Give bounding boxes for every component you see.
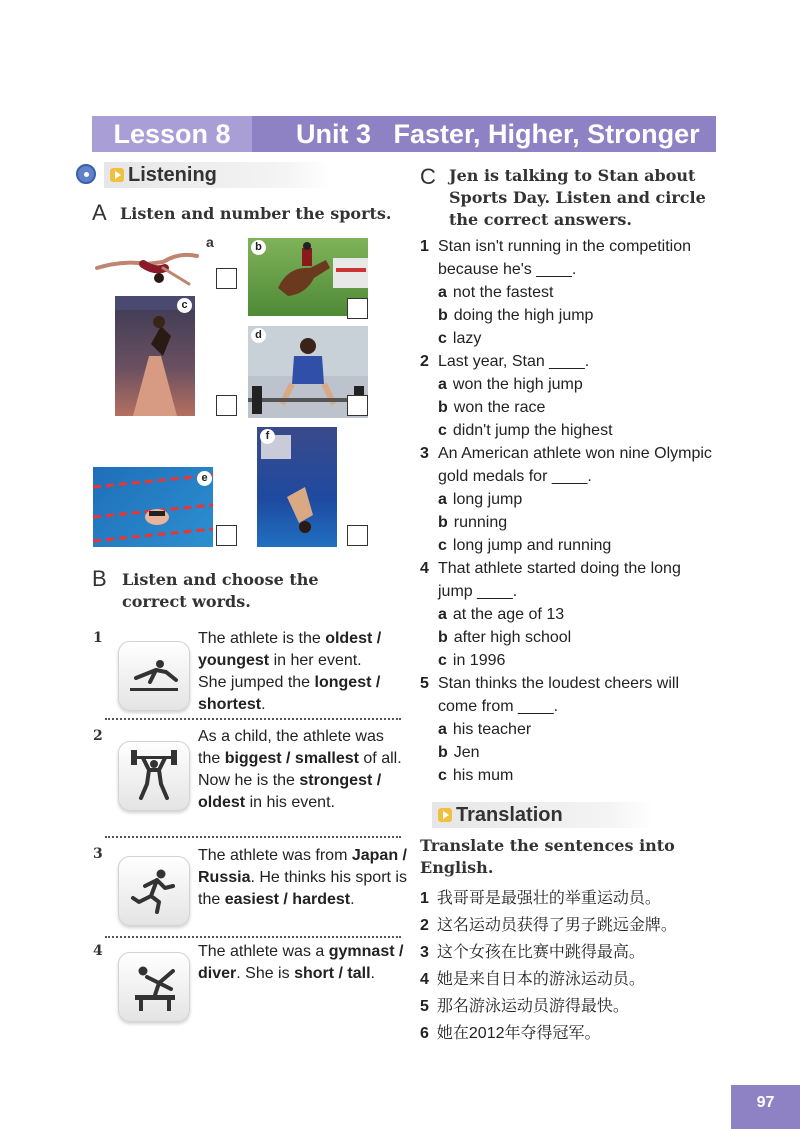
- answer-box-b[interactable]: [347, 298, 368, 319]
- part-b-letter: B: [92, 566, 107, 591]
- part-c-instruction-line-2: Sports Day. Listen and circle: [449, 188, 706, 207]
- answer-box-e[interactable]: [216, 525, 237, 546]
- answer-box-f[interactable]: [347, 525, 368, 546]
- translation-number: 3: [420, 944, 429, 961]
- part-a-letter: A: [92, 200, 107, 225]
- option-text: doing the high jump: [453, 307, 594, 324]
- photo-e-swimming: [93, 467, 213, 547]
- part-a-instruction: Listen and number the sports.: [120, 204, 392, 223]
- option-5b[interactable]: [438, 741, 480, 764]
- b-item-1-line-3: She jumped the longest /: [198, 674, 381, 691]
- option-text: long jump: [452, 491, 523, 508]
- divider: [105, 836, 401, 838]
- b-item-2-line-1: As a child, the athlete was: [198, 728, 384, 745]
- b-item-4-text: [198, 941, 403, 985]
- translation-item-2: [420, 912, 677, 939]
- b-item-2-number: 2: [93, 728, 103, 744]
- photo-f-label: f: [260, 429, 275, 444]
- option-text: his mum: [452, 767, 514, 784]
- b-item-3-text: [198, 845, 407, 911]
- option-letter: c: [438, 422, 447, 439]
- option-2c[interactable]: [438, 419, 613, 442]
- option-text: running: [453, 514, 508, 531]
- b-item-1-line-1: The athlete is the oldest /: [198, 630, 382, 647]
- photo-b-label: b: [251, 240, 266, 255]
- audio-cd-icon: [76, 164, 96, 184]
- translation-sentence: 这个女孩在比赛中跳得最高。: [436, 944, 645, 961]
- play-triangle-icon: [438, 808, 452, 822]
- option-3a[interactable]: [438, 488, 522, 511]
- photo-c-label: c: [177, 298, 192, 313]
- b-item-3-line-3: the easiest / hardest.: [198, 891, 355, 908]
- option-text: at the age of 13: [452, 606, 565, 623]
- answer-box-a[interactable]: [216, 268, 237, 289]
- b-item-2-line-2: the biggest / smallest of all.: [198, 750, 402, 767]
- option-text: won the high jump: [452, 376, 583, 393]
- option-3c[interactable]: [438, 534, 611, 557]
- question-number: 1: [420, 238, 429, 255]
- question-number: 2: [420, 353, 429, 370]
- option-text: didn't jump the highest: [452, 422, 613, 439]
- divider: [105, 936, 401, 938]
- b-item-1-line-2: youngest in her event.: [198, 652, 362, 669]
- option-letter: b: [438, 629, 448, 646]
- option-letter: a: [438, 376, 447, 393]
- b-item-1-line-4: shortest.: [198, 696, 266, 713]
- translation-sentence: 那名游泳运动员游得最快。: [436, 998, 629, 1015]
- option-letter: a: [438, 284, 447, 301]
- unit-title: Unit 3 Faster, Higher, Stronger: [296, 118, 700, 149]
- b-item-4-line-1: The athlete was a gymnast /: [198, 943, 404, 960]
- translation-item-1: [420, 885, 661, 912]
- translation-number: 2: [420, 917, 429, 934]
- option-2a[interactable]: [438, 373, 583, 396]
- option-4c[interactable]: [438, 649, 505, 672]
- option-letter: a: [438, 606, 447, 623]
- b-item-1-text: [198, 628, 381, 716]
- b-item-4-line-2: diver. She is short / tall.: [198, 965, 375, 982]
- option-1c[interactable]: [438, 327, 481, 350]
- question-text: Stan thinks the loudest cheers will: [438, 675, 680, 692]
- photo-e-label: e: [197, 471, 212, 486]
- part-c-instruction: [449, 165, 706, 231]
- option-1a[interactable]: [438, 281, 553, 304]
- b-item-2-line-3: Now he is the strongest /: [198, 772, 382, 789]
- b-item-1-number: 1: [93, 630, 103, 646]
- long-jump-icon: [118, 641, 190, 711]
- option-5a[interactable]: [438, 718, 531, 741]
- translation-instruction-line-1: Translate the sentences into: [420, 836, 675, 855]
- question-text: An American athlete won nine Olympic: [438, 445, 712, 462]
- option-1b[interactable]: [438, 304, 593, 327]
- translation-title-text: Translation: [456, 803, 563, 826]
- photo-a-gymnast: [93, 238, 211, 288]
- translation-sentence: 她是来自日本的游泳运动员。: [436, 971, 645, 988]
- answer-box-d[interactable]: [347, 395, 368, 416]
- translation-item-3: [420, 939, 645, 966]
- photo-c-long-jump: [115, 296, 195, 416]
- option-letter: b: [438, 744, 448, 761]
- translation-section-title: [432, 802, 654, 828]
- photo-a-label: a: [206, 234, 214, 250]
- option-letter: b: [438, 399, 448, 416]
- option-text: not the fastest: [452, 284, 554, 301]
- translation-sentence: 她在2012年夺得冠军。: [436, 1025, 601, 1042]
- translation-number: 5: [420, 998, 429, 1015]
- option-4a[interactable]: [438, 603, 564, 626]
- question-text: gold medals for ____.: [438, 468, 592, 485]
- option-2b[interactable]: [438, 396, 545, 419]
- b-item-2-line-4: oldest in his event.: [198, 794, 335, 811]
- part-c-letter: C: [420, 164, 436, 189]
- part-c-instruction-line-1: Jen is talking to Stan about: [449, 166, 696, 185]
- photo-d-label: d: [251, 328, 266, 343]
- translation-item-5: [420, 993, 629, 1020]
- b-item-3-number: 3: [93, 846, 103, 862]
- b-item-3-line-1: The athlete was from Japan /: [198, 847, 407, 864]
- option-letter: c: [438, 767, 447, 784]
- lesson-label: Lesson 8: [92, 116, 252, 152]
- page-number: 97: [731, 1085, 800, 1129]
- question-text: because he's ____.: [438, 261, 577, 278]
- b-item-3-line-2: Russia. He thinks his sport is: [198, 869, 407, 886]
- divider: [105, 718, 401, 720]
- option-letter: c: [438, 537, 447, 554]
- option-4b[interactable]: [438, 626, 571, 649]
- question-text: That athlete started doing the long: [438, 560, 681, 577]
- photo-f-diving: [257, 427, 337, 547]
- question-number: 4: [420, 560, 429, 577]
- option-letter: b: [438, 514, 448, 531]
- option-letter: a: [438, 491, 447, 508]
- translation-number: 1: [420, 890, 429, 907]
- translation-item-6: [420, 1020, 601, 1047]
- listening-section-title: [104, 162, 330, 188]
- option-text: after high school: [453, 629, 572, 646]
- question-text: Stan isn't running in the competition: [438, 238, 691, 255]
- translation-sentence: 这名运动员获得了男子跳远金牌。: [436, 917, 677, 934]
- option-letter: c: [438, 330, 447, 347]
- option-text: in 1996: [452, 652, 506, 669]
- option-letter: b: [438, 307, 448, 324]
- option-5c[interactable]: [438, 764, 513, 787]
- question-number: 5: [420, 675, 429, 692]
- gymnast-icon: [118, 952, 190, 1022]
- translation-number: 6: [420, 1025, 429, 1042]
- translation-instruction-line-2: English.: [420, 858, 494, 877]
- b-item-2-text: [198, 726, 402, 814]
- translation-sentence: 我哥哥是最强壮的举重运动员。: [436, 890, 661, 907]
- play-triangle-icon: [110, 168, 124, 182]
- lesson-banner: [92, 116, 716, 152]
- listening-title-text: Listening: [128, 163, 217, 186]
- question-number: 3: [420, 445, 429, 462]
- option-text: lazy: [452, 330, 482, 347]
- option-3b[interactable]: [438, 511, 507, 534]
- b-item-4-number: 4: [93, 943, 103, 959]
- question-text: jump ____.: [438, 583, 518, 600]
- answer-box-c[interactable]: [216, 395, 237, 416]
- translation-item-4: [420, 966, 645, 993]
- part-b-instruction: Listen and choose the correct words.: [122, 570, 319, 611]
- option-text: long jump and running: [452, 537, 612, 554]
- part-c-instruction-line-3: the correct answers.: [449, 210, 632, 229]
- option-letter: a: [438, 721, 447, 738]
- option-letter: c: [438, 652, 447, 669]
- question-text: Last year, Stan ____.: [438, 353, 590, 370]
- translation-number: 4: [420, 971, 429, 988]
- question-text: come from ____.: [438, 698, 559, 715]
- translation-instruction: [420, 835, 675, 879]
- option-text: Jen: [453, 744, 480, 761]
- weightlifting-icon: [118, 741, 190, 811]
- option-text: his teacher: [452, 721, 532, 738]
- running-icon: [118, 856, 190, 926]
- option-text: won the race: [453, 399, 546, 416]
